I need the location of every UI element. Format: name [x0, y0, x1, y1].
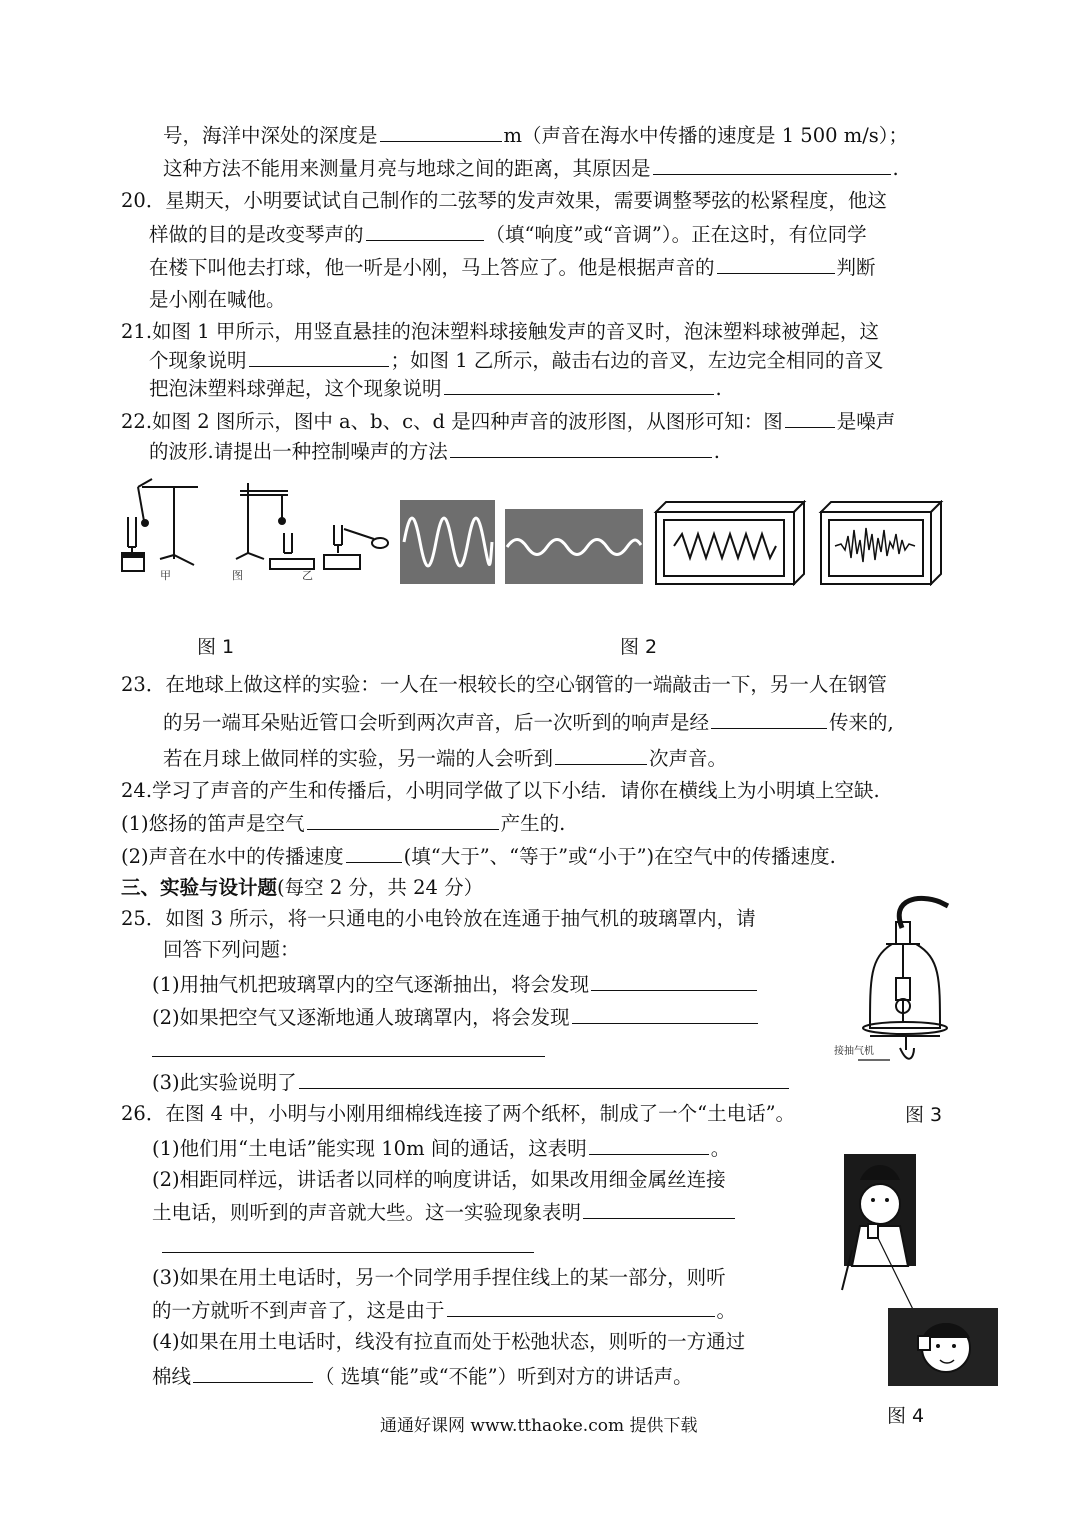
q20-text-a: 样做的目的是改变琴声的 — [149, 223, 364, 246]
answer-blank[interactable] — [555, 744, 647, 765]
page-footer: 通通好课网 www.tthaoke.com 提供下载 — [380, 1416, 698, 1436]
answer-blank[interactable] — [447, 1296, 715, 1317]
q19-text-c: 这种方法不能用来测量月亮与地球之间的距离，其原因是 — [163, 157, 651, 180]
q19-line2 — [163, 154, 899, 183]
answer-blank[interactable] — [717, 253, 835, 274]
q24-text-d: (填“大于”、“等于”或“小于”)在空气中的传播速度. — [403, 845, 836, 868]
q20-line4: 是小刚在喊他。 — [149, 288, 286, 311]
q26-line1: 26．在图 4 中，小明与小刚用细棉线连接了两个纸杯，制成了一个“土电话”。 — [121, 1102, 796, 1125]
q25-item2 — [152, 1003, 760, 1032]
q21-text-d: . — [715, 377, 722, 400]
q22-text-a2: 的波形.请提出一种控制噪声的方法 — [149, 440, 448, 463]
waveform-c-figure — [652, 500, 807, 586]
answer-blank[interactable] — [162, 1252, 534, 1253]
q22-text-a: 22.如图 2 图所示，图中 a、b、c、d 是四种声音的波形图，从图形可知：图 — [121, 410, 783, 433]
answer-blank[interactable] — [380, 121, 502, 142]
q20-text-c: 在楼下叫他去打球，他一听是小刚，马上答应了。他是根据声音的 — [149, 256, 715, 279]
q23-text-c: 若在月球上做同样的实验，另一端的人会听到 — [163, 747, 554, 770]
q21-line1: 21.如图 1 甲所示，用竖直悬挂的泡沫塑料球接触发声的音叉时，泡沫塑料球被弹起，这 — [121, 320, 879, 343]
q19-text-b: m（声音在海水中传播的速度是 1 500 m/s）； — [503, 124, 909, 147]
bell-jar-figure — [830, 888, 980, 1078]
q22-text-b: 是噪声 — [836, 410, 896, 433]
fig3-label: 接抽气机 — [834, 1046, 874, 1057]
answer-blank[interactable] — [193, 1362, 313, 1383]
answer-blank[interactable] — [307, 809, 499, 830]
q20-line3 — [149, 253, 876, 282]
answer-blank[interactable] — [444, 374, 714, 395]
answer-blank[interactable] — [249, 346, 389, 367]
q26-text-4a: 棉线 — [152, 1365, 192, 1388]
answer-blank[interactable] — [711, 708, 827, 729]
answer-blank[interactable] — [572, 1003, 758, 1024]
q20-text-d: 判断 — [836, 256, 876, 279]
q25-text-1: (1)用抽气机把玻璃罩内的空气逐渐抽出，将会发现 — [152, 973, 590, 996]
q21-text-b: ；如图 1 乙所示，敲击右边的音叉，左边完全相同的音叉 — [390, 349, 884, 372]
q22-line1 — [121, 407, 895, 436]
q26-item1 — [152, 1134, 730, 1163]
fig1-label-tu: 图 — [232, 569, 243, 582]
q26-item3-line1: (3)如果在用土电话时，另一个同学用手捏住线上的某一部分，则听 — [152, 1266, 726, 1289]
q20-line2 — [149, 220, 867, 249]
figure-1-caption: 图 1 — [197, 636, 235, 658]
q25-item1 — [152, 970, 759, 999]
q24-text-b: 产生的. — [500, 812, 566, 835]
q23-text-b: 传来的, — [829, 711, 894, 734]
q25-text-2: (2)如果把空气又逐渐地通人玻璃罩内，将会发现 — [152, 1006, 570, 1029]
q22-text-b2: . — [713, 440, 720, 463]
q25-line1: 25．如图 3 所示，将一只通电的小电铃放在连通于抽气机的玻璃罩内，请 — [121, 907, 756, 930]
q26-item4-line2 — [152, 1362, 693, 1391]
q26-text-1b: 。 — [710, 1137, 731, 1160]
answer-blank[interactable] — [450, 437, 712, 458]
q23-line3 — [163, 744, 727, 773]
fig1-label-jia: 甲 — [160, 569, 171, 582]
q23-text-a: 的另一端耳朵贴近管口会听到两次声音，后一次听到的响声是经 — [163, 711, 710, 734]
q24-text-a: (1)悠扬的笛声是空气 — [121, 812, 305, 835]
answer-blank[interactable] — [152, 1056, 545, 1057]
q24-item1 — [121, 809, 565, 838]
q19-line1 — [163, 121, 908, 150]
q26-item4-line1: (4)如果在用土电话时，线没有拉直而处于松弛状态，则听的一方通过 — [152, 1330, 746, 1353]
q25-text-3: (3)此实验说明了 — [152, 1071, 297, 1094]
waveform-a-figure — [400, 500, 495, 584]
answer-blank[interactable] — [591, 970, 757, 991]
string-telephone-figure — [838, 1150, 1008, 1390]
q23-line1: 23．在地球上做这样的实验：一人在一根较长的空心钢管的一端敲击一下，另一人在钢管 — [121, 673, 887, 696]
section-3-title: 三、实验与设计题 — [121, 876, 278, 899]
fig1-label-yi: 乙 — [302, 569, 313, 582]
answer-blank[interactable] — [785, 407, 835, 428]
answer-blank[interactable] — [366, 220, 484, 241]
q21-text-a: 个现象说明 — [149, 349, 247, 372]
q26-text-2: 土电话，则听到的声音就大些。这一实验现象表明 — [152, 1201, 582, 1224]
figure-2-caption: 图 2 — [620, 636, 658, 658]
tuning-fork-apparatus-figure — [112, 473, 402, 585]
q26-item2-line1: (2)相距同样远，讲话者以同样的响度讲话，如果改用细金属丝连接 — [152, 1168, 726, 1191]
q19-text-d: . — [892, 157, 899, 180]
q21-line2 — [149, 346, 883, 375]
q24-text-c: (2)声音在水中的传播速度 — [121, 845, 344, 868]
waveform-b-figure — [505, 509, 643, 584]
q24-item2 — [121, 842, 836, 871]
answer-blank[interactable] — [583, 1198, 735, 1219]
q23-line2 — [163, 708, 894, 737]
q25-item3 — [152, 1068, 791, 1097]
q20-text-b: （填“响度”或“音调”）。正在这时，有位同学 — [485, 223, 867, 246]
answer-blank[interactable] — [299, 1068, 789, 1089]
q26-text-3a: 的一方就听不到声音了，这是由于 — [152, 1299, 445, 1322]
waveform-d-figure — [817, 500, 945, 586]
q26-text-3b: 。 — [716, 1299, 737, 1322]
answer-blank[interactable] — [346, 842, 402, 863]
figure-3-caption: 图 3 — [905, 1104, 943, 1126]
q26-text-1a: (1)他们用“土电话”能实现 10m 间的通话，这表明 — [152, 1137, 587, 1160]
figure-4-caption: 图 4 — [887, 1405, 925, 1427]
q26-item2-line2 — [152, 1198, 737, 1227]
q24-line1: 24.学习了声音的产生和传播后，小明同学做了以下小结．请你在横线上为小明填上空缺. — [121, 779, 880, 802]
section-3-note: (每空 2 分，共 24 分） — [277, 876, 484, 899]
q22-line2 — [149, 437, 720, 466]
section-3-heading — [121, 874, 483, 902]
answer-blank[interactable] — [589, 1134, 709, 1155]
answer-blank[interactable] — [653, 154, 891, 175]
q23-text-d: 次声音。 — [649, 747, 728, 770]
q20-line1: 20．星期天，小明要试试自己制作的二弦琴的发声效果，需要调整琴弦的松紧程度，他这 — [121, 189, 887, 212]
q25-line2: 回答下列问题： — [163, 938, 300, 961]
q26-item3-line2 — [152, 1296, 736, 1325]
q26-text-4b: （ 选填“能”或“不能”）听到对方的讲话声。 — [315, 1365, 693, 1388]
q19-text-a: 号，海洋中深处的深度是 — [163, 124, 378, 147]
q21-line3 — [149, 374, 722, 403]
q21-text-c: 把泡沫塑料球弹起，这个现象说明 — [149, 377, 442, 400]
